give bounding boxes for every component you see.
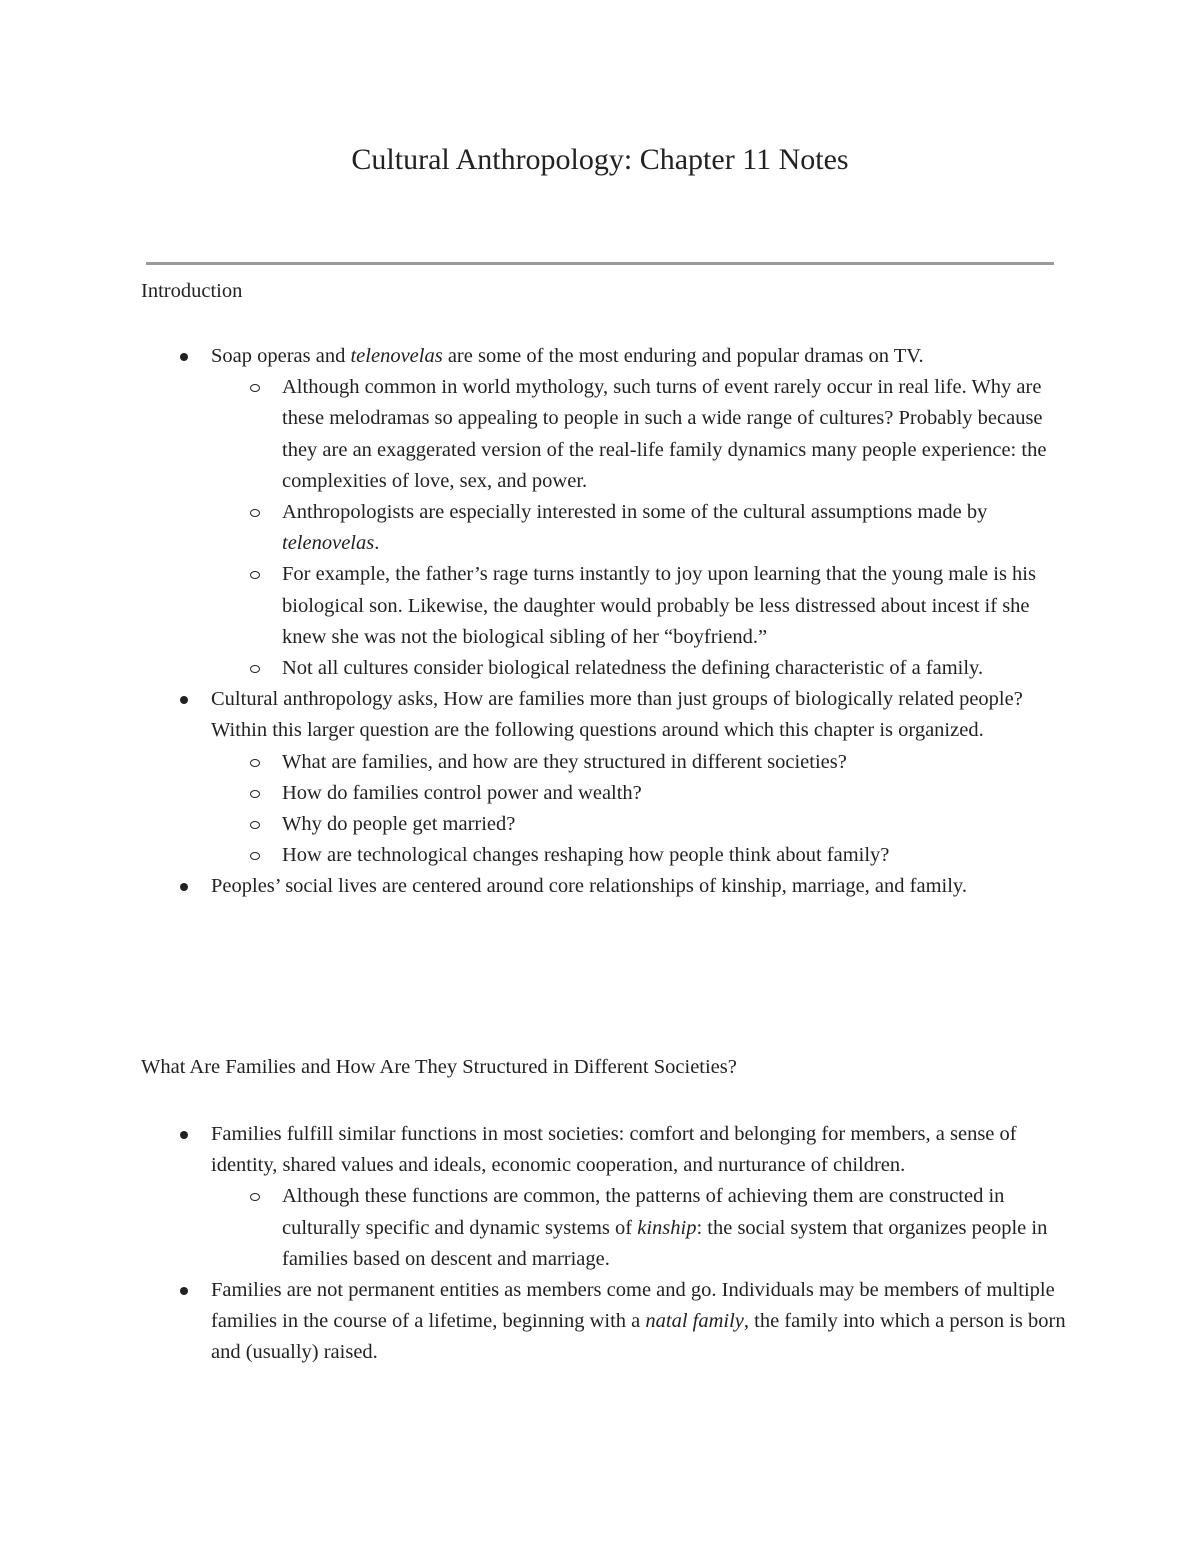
text-segment: , the family into which a person is born and (usually) raised. [211,1310,1066,1364]
list-item [0,778,1072,809]
bullet-dot-icon [180,1287,188,1295]
italic-term: telenovelas [350,345,443,367]
text-segment: Families are not permanent entities as members come and go. Individuals may be members of multiple families in the course of a lifetime, beginning with a [211,1279,1055,1333]
text-segment: Peoples’ social lives are centered around core relationships of kinship, marriage, and family. [211,875,967,898]
document-title: Cultural Anthropology: Chapter 11 Notes [351,143,849,176]
bullet-list-introduction [0,341,1200,903]
list-item [0,497,1072,559]
text-segment: How do families control power and wealth? [282,781,642,804]
section-heading-families-structure: What Are Families and How Are They Structured in Different Societies? [141,1056,737,1078]
bullet-circle-icon [250,571,260,579]
list-item [0,840,1072,871]
list-item [0,559,1072,653]
bullet-circle-icon [250,384,260,392]
text-segment: : the social system that organizes people in families based on descent and marriage. [282,1216,1048,1270]
bullet-list-families-structure [0,1119,1200,1369]
list-item [0,1181,1072,1275]
bullet-circle-icon [250,790,260,798]
bullet-dot-icon [180,696,188,704]
list-item [0,747,1072,778]
list-item [0,1275,1071,1369]
italic-term: telenovelas [282,532,375,555]
list-item [0,1119,1071,1181]
bullet-circle-icon [250,821,260,829]
bullet-circle-icon [250,852,260,860]
text-segment: Although these functions are common, the patterns of achieving them are constructed in culturally specific and dynamic systems of [282,1185,1005,1239]
text-segment: Not all cultures consider biological relatedness the defining characteristic of a family. [282,657,984,680]
text-segment: Why do people get married? [282,813,516,836]
text-segment: Although common in world mythology, such turns of event rarely occur in real life. Why are these melodramas so appealing to people in such a wide range of cultures? Probably because they are an exaggerated version of the real-life family dynamics many people experience: the complexities of love, sex, and power. [282,376,1047,492]
list-item [0,341,1071,372]
horizontal-rule [146,262,1054,265]
text-segment: Cultural anthropology asks, How are families more than just groups of biologically related people? Within this larger question are the following questions around which this chapter is organized. [211,688,1023,742]
text-segment: . [374,532,380,555]
text-segment: Soap operas and [211,345,351,367]
list-item [0,871,1071,902]
list-item [0,653,1072,684]
bullet-dot-icon [180,883,188,891]
list-item [0,809,1072,840]
text-segment: For example, the father’s rage turns instantly to joy upon learning that the young male is his biological son. Likewise, the daughter would probably be less distressed about incest if she knew she was not the biological sibling of her “boyfriend.” [282,563,1036,648]
text-segment: How are technological changes reshaping how people think about family? [282,844,890,867]
text-segment: are some of the most enduring and popular dramas on TV. [442,345,924,367]
bullet-circle-icon [250,759,260,767]
bullet-circle-icon [250,665,260,673]
list-item [0,372,1072,497]
italic-term: natal family [645,1310,744,1333]
list-item [0,684,1071,746]
text-segment: Anthropologists are especially interested in some of the cultural assumptions made by [282,501,988,524]
italic-term: kinship [637,1216,697,1239]
bullet-dot-icon [180,1131,188,1139]
text-segment: Families fulfill similar functions in most societies: comfort and belonging for members, a sense of identity, shared values and ideals, economic cooperation, and nurturance of children. [211,1123,1017,1177]
bullet-circle-icon [250,1193,260,1201]
section-heading-introduction: Introduction [141,280,243,302]
bullet-dot-icon [180,353,188,361]
bullet-circle-icon [250,509,260,517]
text-segment: What are families, and how are they structured in different societies? [282,750,847,773]
